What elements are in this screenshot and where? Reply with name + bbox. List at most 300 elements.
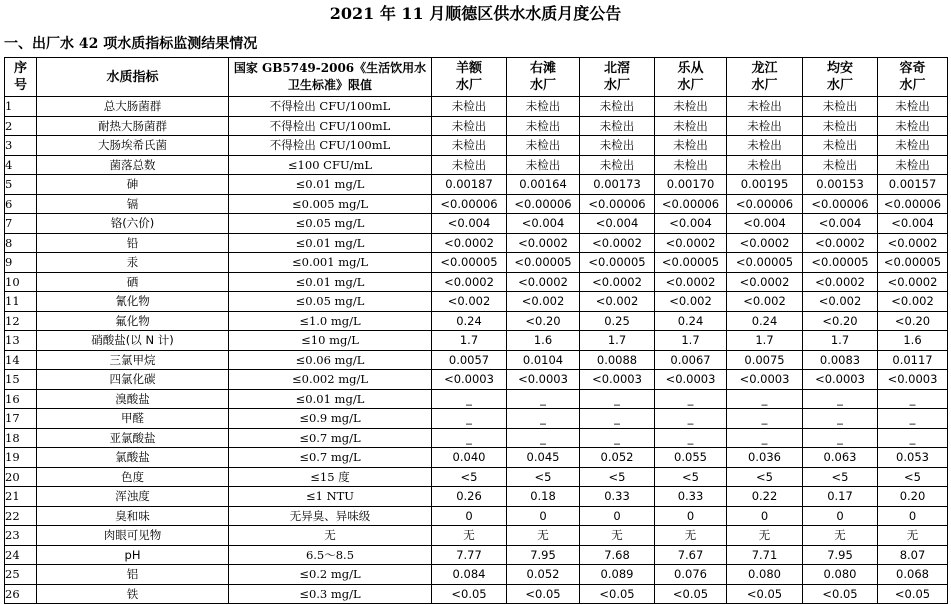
indicator-name: 铝 (37, 565, 229, 585)
row-number: 4 (5, 155, 37, 175)
result-value: <0.0003 (580, 370, 655, 390)
indicator-name: 氰化物 (37, 292, 229, 312)
indicator-name: 铬(六价) (37, 214, 229, 234)
result-value: <0.0002 (432, 233, 507, 253)
indicator-name: 大肠埃希氏菌 (37, 136, 229, 156)
result-value: 未检出 (580, 116, 655, 136)
result-value: <0.00005 (878, 253, 948, 273)
result-value: _ (727, 409, 803, 429)
result-value: 1.7 (432, 331, 507, 351)
result-value: _ (507, 409, 580, 429)
result-value: 0.0088 (580, 350, 655, 370)
standard-limit: ≤0.05 mg/L (229, 214, 432, 234)
result-value: 8.07 (878, 545, 948, 565)
result-value: <0.0002 (655, 272, 727, 292)
row-number: 11 (5, 292, 37, 312)
indicator-name: 三氯甲烷 (37, 350, 229, 370)
table-row (5, 526, 948, 546)
result-value: <0.002 (655, 292, 727, 312)
result-value: <0.0002 (878, 233, 948, 253)
standard-limit: ≤10 mg/L (229, 331, 432, 351)
result-value: <0.00006 (878, 194, 948, 214)
standard-limit: ≤1.0 mg/L (229, 311, 432, 331)
result-value: 0.080 (727, 565, 803, 585)
result-value: 0.0104 (507, 350, 580, 370)
header-plant-lecong: 乐从 水厂 (655, 58, 727, 97)
table-row (5, 350, 948, 370)
result-value: <0.00005 (727, 253, 803, 273)
table-row (5, 214, 948, 234)
table-row (5, 136, 948, 156)
result-value: 0.036 (727, 448, 803, 468)
table-row (5, 97, 948, 117)
page-title: 2021 年 11 月顺德区供水水质月度公告 (329, 4, 622, 23)
result-value: 无 (507, 526, 580, 546)
row-number: 15 (5, 370, 37, 390)
indicator-name: 菌落总数 (37, 155, 229, 175)
result-value: <0.0002 (727, 233, 803, 253)
result-value: <0.0002 (803, 233, 878, 253)
standard-limit: ≤0.06 mg/L (229, 350, 432, 370)
result-value: _ (878, 409, 948, 429)
standard-limit: ≤100 CFU/mL (229, 155, 432, 175)
result-value: _ (655, 409, 727, 429)
standard-limit: ≤0.2 mg/L (229, 565, 432, 585)
result-value: <5 (432, 467, 507, 487)
result-value: 0.24 (655, 311, 727, 331)
result-value: 未检出 (727, 97, 803, 117)
row-number: 22 (5, 506, 37, 526)
result-value: <0.05 (580, 584, 655, 604)
table-body (5, 97, 948, 604)
result-value: <5 (878, 467, 948, 487)
row-number: 2 (5, 116, 37, 136)
result-value: 未检出 (432, 155, 507, 175)
indicator-name: 硝酸盐(以 N 计) (37, 331, 229, 351)
row-number: 13 (5, 331, 37, 351)
result-value: <0.004 (580, 214, 655, 234)
section-heading: 一、出厂水 42 项水质指标监测结果情况 (4, 36, 258, 52)
result-value: 未检出 (803, 97, 878, 117)
indicator-name: 耐热大肠菌群 (37, 116, 229, 136)
result-value: <0.002 (580, 292, 655, 312)
row-number: 3 (5, 136, 37, 156)
result-value: 未检出 (580, 97, 655, 117)
result-value: 0 (580, 506, 655, 526)
indicator-name: 肉眼可见物 (37, 526, 229, 546)
standard-limit: ≤0.002 mg/L (229, 370, 432, 390)
table-row (5, 467, 948, 487)
result-value: 未检出 (507, 97, 580, 117)
result-value: <0.00006 (580, 194, 655, 214)
standard-limit: ≤0.001 mg/L (229, 253, 432, 273)
table-row (5, 311, 948, 331)
result-value: <0.00005 (655, 253, 727, 273)
table-row (5, 370, 948, 390)
result-value: 0.055 (655, 448, 727, 468)
result-value: _ (655, 389, 727, 409)
result-value: <0.0003 (655, 370, 727, 390)
result-value: <0.002 (507, 292, 580, 312)
result-value: _ (878, 428, 948, 448)
result-value: 未检出 (432, 116, 507, 136)
result-value: _ (727, 389, 803, 409)
result-value: 0.00170 (655, 175, 727, 195)
result-value: 未检出 (727, 136, 803, 156)
result-value: 0.052 (580, 448, 655, 468)
result-value: <0.05 (507, 584, 580, 604)
table-row (5, 253, 948, 273)
result-value: 无 (580, 526, 655, 546)
standard-limit: ≤0.005 mg/L (229, 194, 432, 214)
indicator-name: 色度 (37, 467, 229, 487)
standard-limit: 无 (229, 526, 432, 546)
table-row (5, 565, 948, 585)
row-number: 7 (5, 214, 37, 234)
standard-limit: ≤1 NTU (229, 487, 432, 507)
result-value: 未检出 (803, 155, 878, 175)
result-value: _ (803, 428, 878, 448)
table-row (5, 331, 948, 351)
result-value: <5 (727, 467, 803, 487)
result-value: <0.004 (432, 214, 507, 234)
result-value: <0.0003 (432, 370, 507, 390)
result-value: <0.0002 (878, 272, 948, 292)
header-indicator: 水质指标 (37, 58, 229, 97)
result-value: 无 (655, 526, 727, 546)
result-value: 7.95 (803, 545, 878, 565)
result-value: 0.22 (727, 487, 803, 507)
result-value: 0.052 (507, 565, 580, 585)
standard-limit: 不得检出 CFU/100mL (229, 116, 432, 136)
result-value: <0.002 (803, 292, 878, 312)
standard-limit: ≤15 度 (229, 467, 432, 487)
result-value: 未检出 (655, 116, 727, 136)
result-value: 0 (655, 506, 727, 526)
indicator-name: 硒 (37, 272, 229, 292)
result-value: <0.0002 (432, 272, 507, 292)
standard-limit: 无异臭、异味级 (229, 506, 432, 526)
indicator-name: 四氯化碳 (37, 370, 229, 390)
result-value: _ (507, 428, 580, 448)
result-value: <0.00006 (655, 194, 727, 214)
header-plant-rongqi: 容奇 水厂 (878, 58, 948, 97)
result-value: 未检出 (432, 136, 507, 156)
result-value: <0.20 (507, 311, 580, 331)
result-value: <0.0002 (580, 272, 655, 292)
result-value: 无 (432, 526, 507, 546)
result-value: <0.00006 (507, 194, 580, 214)
row-number: 24 (5, 545, 37, 565)
table-header-row (5, 58, 948, 97)
header-plant-beijiao: 北滘 水厂 (580, 58, 655, 97)
table-row (5, 506, 948, 526)
result-value: 0.25 (580, 311, 655, 331)
result-value: 0 (727, 506, 803, 526)
table-row (5, 292, 948, 312)
result-value: <0.004 (655, 214, 727, 234)
result-value: 无 (727, 526, 803, 546)
table-row (5, 584, 948, 604)
row-number: 17 (5, 409, 37, 429)
table-row (5, 175, 948, 195)
result-value: 0.068 (878, 565, 948, 585)
result-value: <0.20 (803, 311, 878, 331)
standard-limit: ≤0.05 mg/L (229, 292, 432, 312)
table-row (5, 487, 948, 507)
result-value: 0.17 (803, 487, 878, 507)
result-value: 未检出 (507, 136, 580, 156)
row-number: 25 (5, 565, 37, 585)
result-value: 0 (507, 506, 580, 526)
standard-limit: 6.5～8.5 (229, 545, 432, 565)
result-value: 0.080 (803, 565, 878, 585)
result-value: 0.33 (580, 487, 655, 507)
indicator-name: 甲醛 (37, 409, 229, 429)
result-value: <0.00006 (803, 194, 878, 214)
result-value: 未检出 (727, 155, 803, 175)
row-number: 14 (5, 350, 37, 370)
result-value: 0.00164 (507, 175, 580, 195)
header-plant-yange: 羊额 水厂 (432, 58, 507, 97)
result-value: 0.00173 (580, 175, 655, 195)
row-number: 18 (5, 428, 37, 448)
result-value: 0.18 (507, 487, 580, 507)
result-value: <0.0003 (727, 370, 803, 390)
result-value: 0.0117 (878, 350, 948, 370)
row-number: 12 (5, 311, 37, 331)
result-value: 0.33 (655, 487, 727, 507)
result-value: 1.6 (507, 331, 580, 351)
standard-limit: ≤0.01 mg/L (229, 389, 432, 409)
result-value: <0.0002 (580, 233, 655, 253)
result-value: 0.076 (655, 565, 727, 585)
table-row (5, 545, 948, 565)
result-value: <0.002 (878, 292, 948, 312)
result-value: _ (432, 409, 507, 429)
table-row (5, 116, 948, 136)
standard-limit: ≤0.9 mg/L (229, 409, 432, 429)
result-value: 0 (432, 506, 507, 526)
row-number: 10 (5, 272, 37, 292)
result-value: 0.00195 (727, 175, 803, 195)
result-value: 未检出 (655, 136, 727, 156)
result-value: <0.0003 (803, 370, 878, 390)
indicator-name: 氟化物 (37, 311, 229, 331)
indicator-name: pH (37, 545, 229, 565)
result-value: 未检出 (507, 155, 580, 175)
result-value: 未检出 (878, 136, 948, 156)
table-row (5, 389, 948, 409)
result-value: 0.24 (727, 311, 803, 331)
result-value: 0.00153 (803, 175, 878, 195)
result-value: 1.7 (580, 331, 655, 351)
table-row (5, 272, 948, 292)
result-value: 0.0057 (432, 350, 507, 370)
standard-limit: ≤0.7 mg/L (229, 448, 432, 468)
table-row (5, 409, 948, 429)
result-value: <0.00005 (432, 253, 507, 273)
row-number: 6 (5, 194, 37, 214)
standard-limit: ≤0.01 mg/L (229, 233, 432, 253)
result-value: 未检出 (580, 155, 655, 175)
result-value: 未检出 (878, 97, 948, 117)
row-number: 8 (5, 233, 37, 253)
result-value: 未检出 (727, 116, 803, 136)
result-value: <0.05 (727, 584, 803, 604)
result-value: <0.002 (432, 292, 507, 312)
result-value: <5 (803, 467, 878, 487)
result-value: 0 (803, 506, 878, 526)
result-value: <0.002 (727, 292, 803, 312)
result-value: <0.004 (878, 214, 948, 234)
standard-limit: ≤0.7 mg/L (229, 428, 432, 448)
result-value: 7.77 (432, 545, 507, 565)
result-value: 无 (878, 526, 948, 546)
result-value: <0.05 (803, 584, 878, 604)
header-standard: 国家 GB5749-2006《生活饮用水卫生标准》限值 (229, 58, 432, 97)
result-value: _ (432, 389, 507, 409)
row-number: 26 (5, 584, 37, 604)
result-value: 1.7 (655, 331, 727, 351)
result-value: _ (803, 389, 878, 409)
standard-limit: 不得检出 CFU/100mL (229, 136, 432, 156)
result-value: _ (580, 428, 655, 448)
result-value: 未检出 (803, 136, 878, 156)
result-value: <0.00005 (580, 253, 655, 273)
result-value: <0.004 (727, 214, 803, 234)
result-value: _ (507, 389, 580, 409)
standard-limit: ≤0.01 mg/L (229, 175, 432, 195)
table-row (5, 428, 948, 448)
result-value: <0.0002 (655, 233, 727, 253)
standard-limit: ≤0.3 mg/L (229, 584, 432, 604)
result-value: <0.0003 (878, 370, 948, 390)
result-value: _ (803, 409, 878, 429)
result-value: 0 (878, 506, 948, 526)
result-value: <0.05 (432, 584, 507, 604)
result-value: 0.0083 (803, 350, 878, 370)
result-value: 0.053 (878, 448, 948, 468)
result-value: 0.040 (432, 448, 507, 468)
row-number: 9 (5, 253, 37, 273)
table-row (5, 448, 948, 468)
result-value: 7.71 (727, 545, 803, 565)
result-value: 0.045 (507, 448, 580, 468)
result-value: 未检出 (803, 116, 878, 136)
result-value: <0.004 (803, 214, 878, 234)
indicator-name: 氯酸盐 (37, 448, 229, 468)
result-value: 0.089 (580, 565, 655, 585)
indicator-name: 总大肠菌群 (37, 97, 229, 117)
indicator-name: 亚氯酸盐 (37, 428, 229, 448)
result-value: 未检出 (655, 97, 727, 117)
table-row (5, 233, 948, 253)
result-value: <0.0002 (803, 272, 878, 292)
indicator-name: 汞 (37, 253, 229, 273)
result-value: 1.7 (803, 331, 878, 351)
result-value: 无 (803, 526, 878, 546)
result-value: <5 (655, 467, 727, 487)
result-value: 1.6 (878, 331, 948, 351)
result-value: _ (878, 389, 948, 409)
result-value: <0.05 (655, 584, 727, 604)
table-row (5, 194, 948, 214)
indicator-name: 臭和味 (37, 506, 229, 526)
row-number: 20 (5, 467, 37, 487)
row-number: 1 (5, 97, 37, 117)
row-number: 23 (5, 526, 37, 546)
result-value: 1.7 (727, 331, 803, 351)
result-value: 未检出 (878, 116, 948, 136)
result-value: 7.68 (580, 545, 655, 565)
indicator-name: 溴酸盐 (37, 389, 229, 409)
row-number: 16 (5, 389, 37, 409)
row-number: 19 (5, 448, 37, 468)
result-value: <0.00006 (432, 194, 507, 214)
standard-limit: 不得检出 CFU/100mL (229, 97, 432, 117)
result-value: 未检出 (432, 97, 507, 117)
table-row (5, 155, 948, 175)
result-value: 0.24 (432, 311, 507, 331)
row-number: 21 (5, 487, 37, 507)
result-value: <0.20 (878, 311, 948, 331)
indicator-name: 镉 (37, 194, 229, 214)
result-value: <0.0002 (507, 272, 580, 292)
water-quality-table (4, 57, 948, 604)
result-value: 0.26 (432, 487, 507, 507)
result-value: _ (580, 389, 655, 409)
standard-limit: ≤0.01 mg/L (229, 272, 432, 292)
result-value: 未检出 (580, 136, 655, 156)
header-plant-youtan: 右滩 水厂 (507, 58, 580, 97)
result-value: <0.00006 (727, 194, 803, 214)
result-value: _ (727, 428, 803, 448)
result-value: _ (655, 428, 727, 448)
result-value: 未检出 (507, 116, 580, 136)
result-value: _ (580, 409, 655, 429)
result-value: <0.004 (507, 214, 580, 234)
result-value: <0.05 (878, 584, 948, 604)
result-value: <5 (580, 467, 655, 487)
result-value: 7.95 (507, 545, 580, 565)
result-value: <0.0002 (727, 272, 803, 292)
result-value: 0.084 (432, 565, 507, 585)
result-value: 未检出 (655, 155, 727, 175)
indicator-name: 铁 (37, 584, 229, 604)
result-value: <5 (507, 467, 580, 487)
indicator-name: 砷 (37, 175, 229, 195)
header-plant-junan: 均安 水厂 (803, 58, 878, 97)
header-seq: 序 号 (5, 58, 37, 97)
result-value: <0.0003 (507, 370, 580, 390)
result-value: _ (432, 428, 507, 448)
result-value: 0.0067 (655, 350, 727, 370)
result-value: <0.0002 (507, 233, 580, 253)
result-value: 0.00187 (432, 175, 507, 195)
result-value: 0.0075 (727, 350, 803, 370)
result-value: 0.063 (803, 448, 878, 468)
result-value: <0.00005 (507, 253, 580, 273)
result-value: 7.67 (655, 545, 727, 565)
indicator-name: 浑浊度 (37, 487, 229, 507)
result-value: 0.20 (878, 487, 948, 507)
header-plant-longjiang: 龙江 水厂 (727, 58, 803, 97)
row-number: 5 (5, 175, 37, 195)
result-value: 0.00157 (878, 175, 948, 195)
indicator-name: 铅 (37, 233, 229, 253)
result-value: 未检出 (878, 155, 948, 175)
